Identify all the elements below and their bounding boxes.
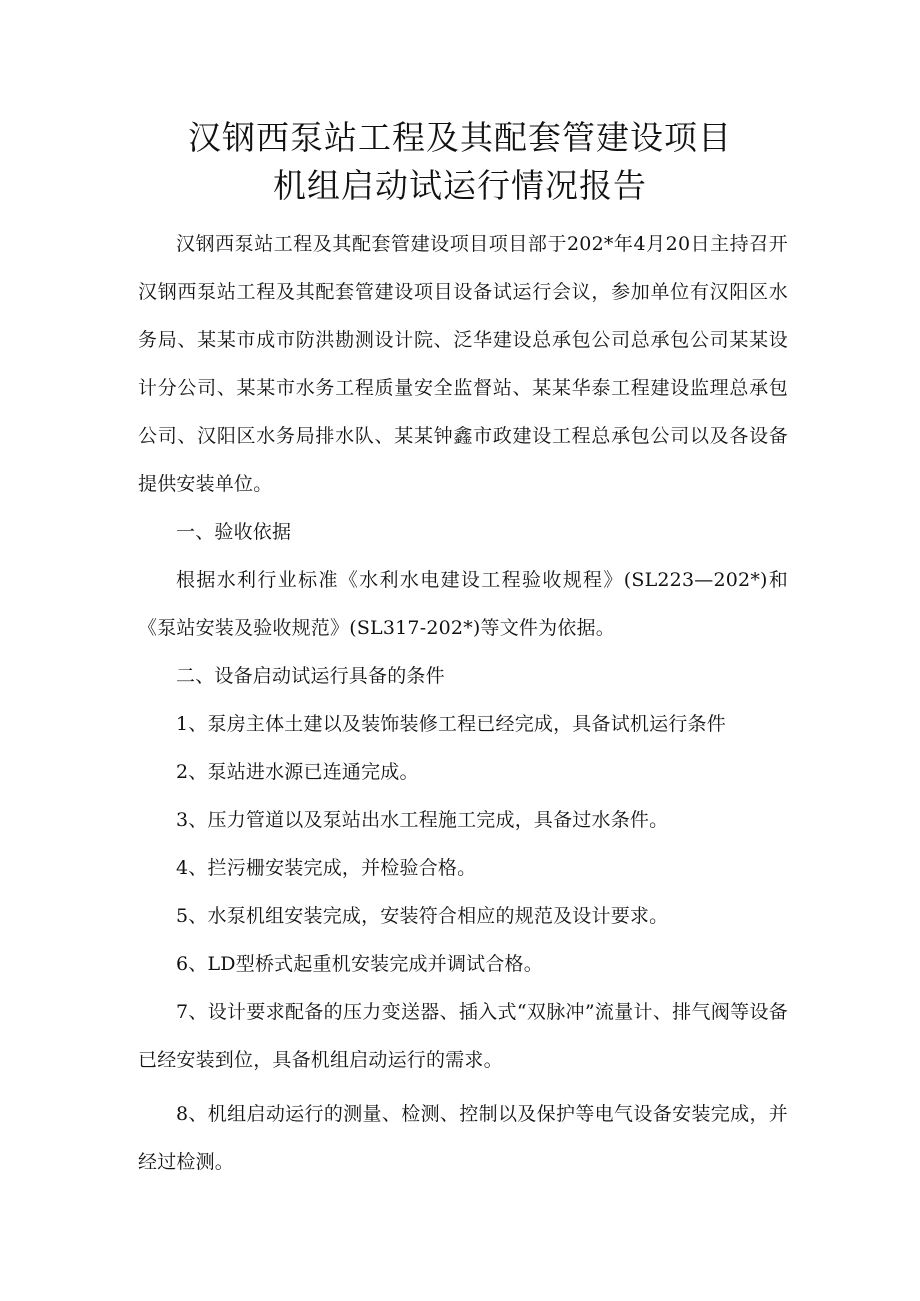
condition-item-1: 1、泵房主体土建以及装饰装修工程已经完成，具备试机运行条件 [176, 713, 726, 735]
condition-item-7: 7、设计要求配备的压力变送器、插入式“双脉冲”流量计、排气阀等设备已经安装到位，具备机组启动运行的需求。 [138, 1001, 788, 1071]
paragraph-basis: 根据水利行业标准《水利水电建设工程验收规程》(SL223—202*)和《泵站安装及验收规范》(SL317-202*)等文件为依据。 [138, 569, 788, 639]
condition-item-8: 8、机组启动运行的测量、检测、控制以及保护等电气设备安装完成，并经过检测。 [138, 1103, 788, 1173]
condition-item-2: 2、泵站进水源已连通完成。 [176, 761, 419, 783]
paragraph-intro: 汉钢西泵站工程及其配套管建设项目项目部于202*年4月20日主持召开汉钢西泵站工程及其配套管建设项目设备试运行会议，参加单位有汉阳区水务局、某某市成市防洪勘测设计院、泛华建设总承包公司总承包公司某某设计分公司、某某市水务工程质量安全监督站、某某华泰工程建设监理总承包公司、汉阳区水务局排水队、某某钟鑫市政建设工程总承包公司以及各设备提供安装单位。 [138, 233, 788, 495]
condition-item-3: 3、压力管道以及泵站出水工程施工完成，具备过水条件。 [176, 809, 669, 831]
condition-item-6: 6、LD型桥式起重机安装完成并调试合格。 [176, 953, 543, 975]
title-line-2: 机组启动试运行情况报告 [273, 166, 647, 205]
heading-conditions: 二、设备启动试运行具备的条件 [176, 665, 445, 687]
condition-item-4: 4、拦污栅安装完成，并检验合格。 [176, 857, 477, 879]
title-line-1: 汉钢西泵站工程及其配套管建设项目 [188, 118, 732, 157]
heading-acceptance-basis: 一、验收依据 [176, 521, 292, 543]
condition-item-5: 5、水泵机组安装完成，安装符合相应的规范及设计要求。 [176, 905, 669, 927]
document-body [138, 220, 788, 1186]
